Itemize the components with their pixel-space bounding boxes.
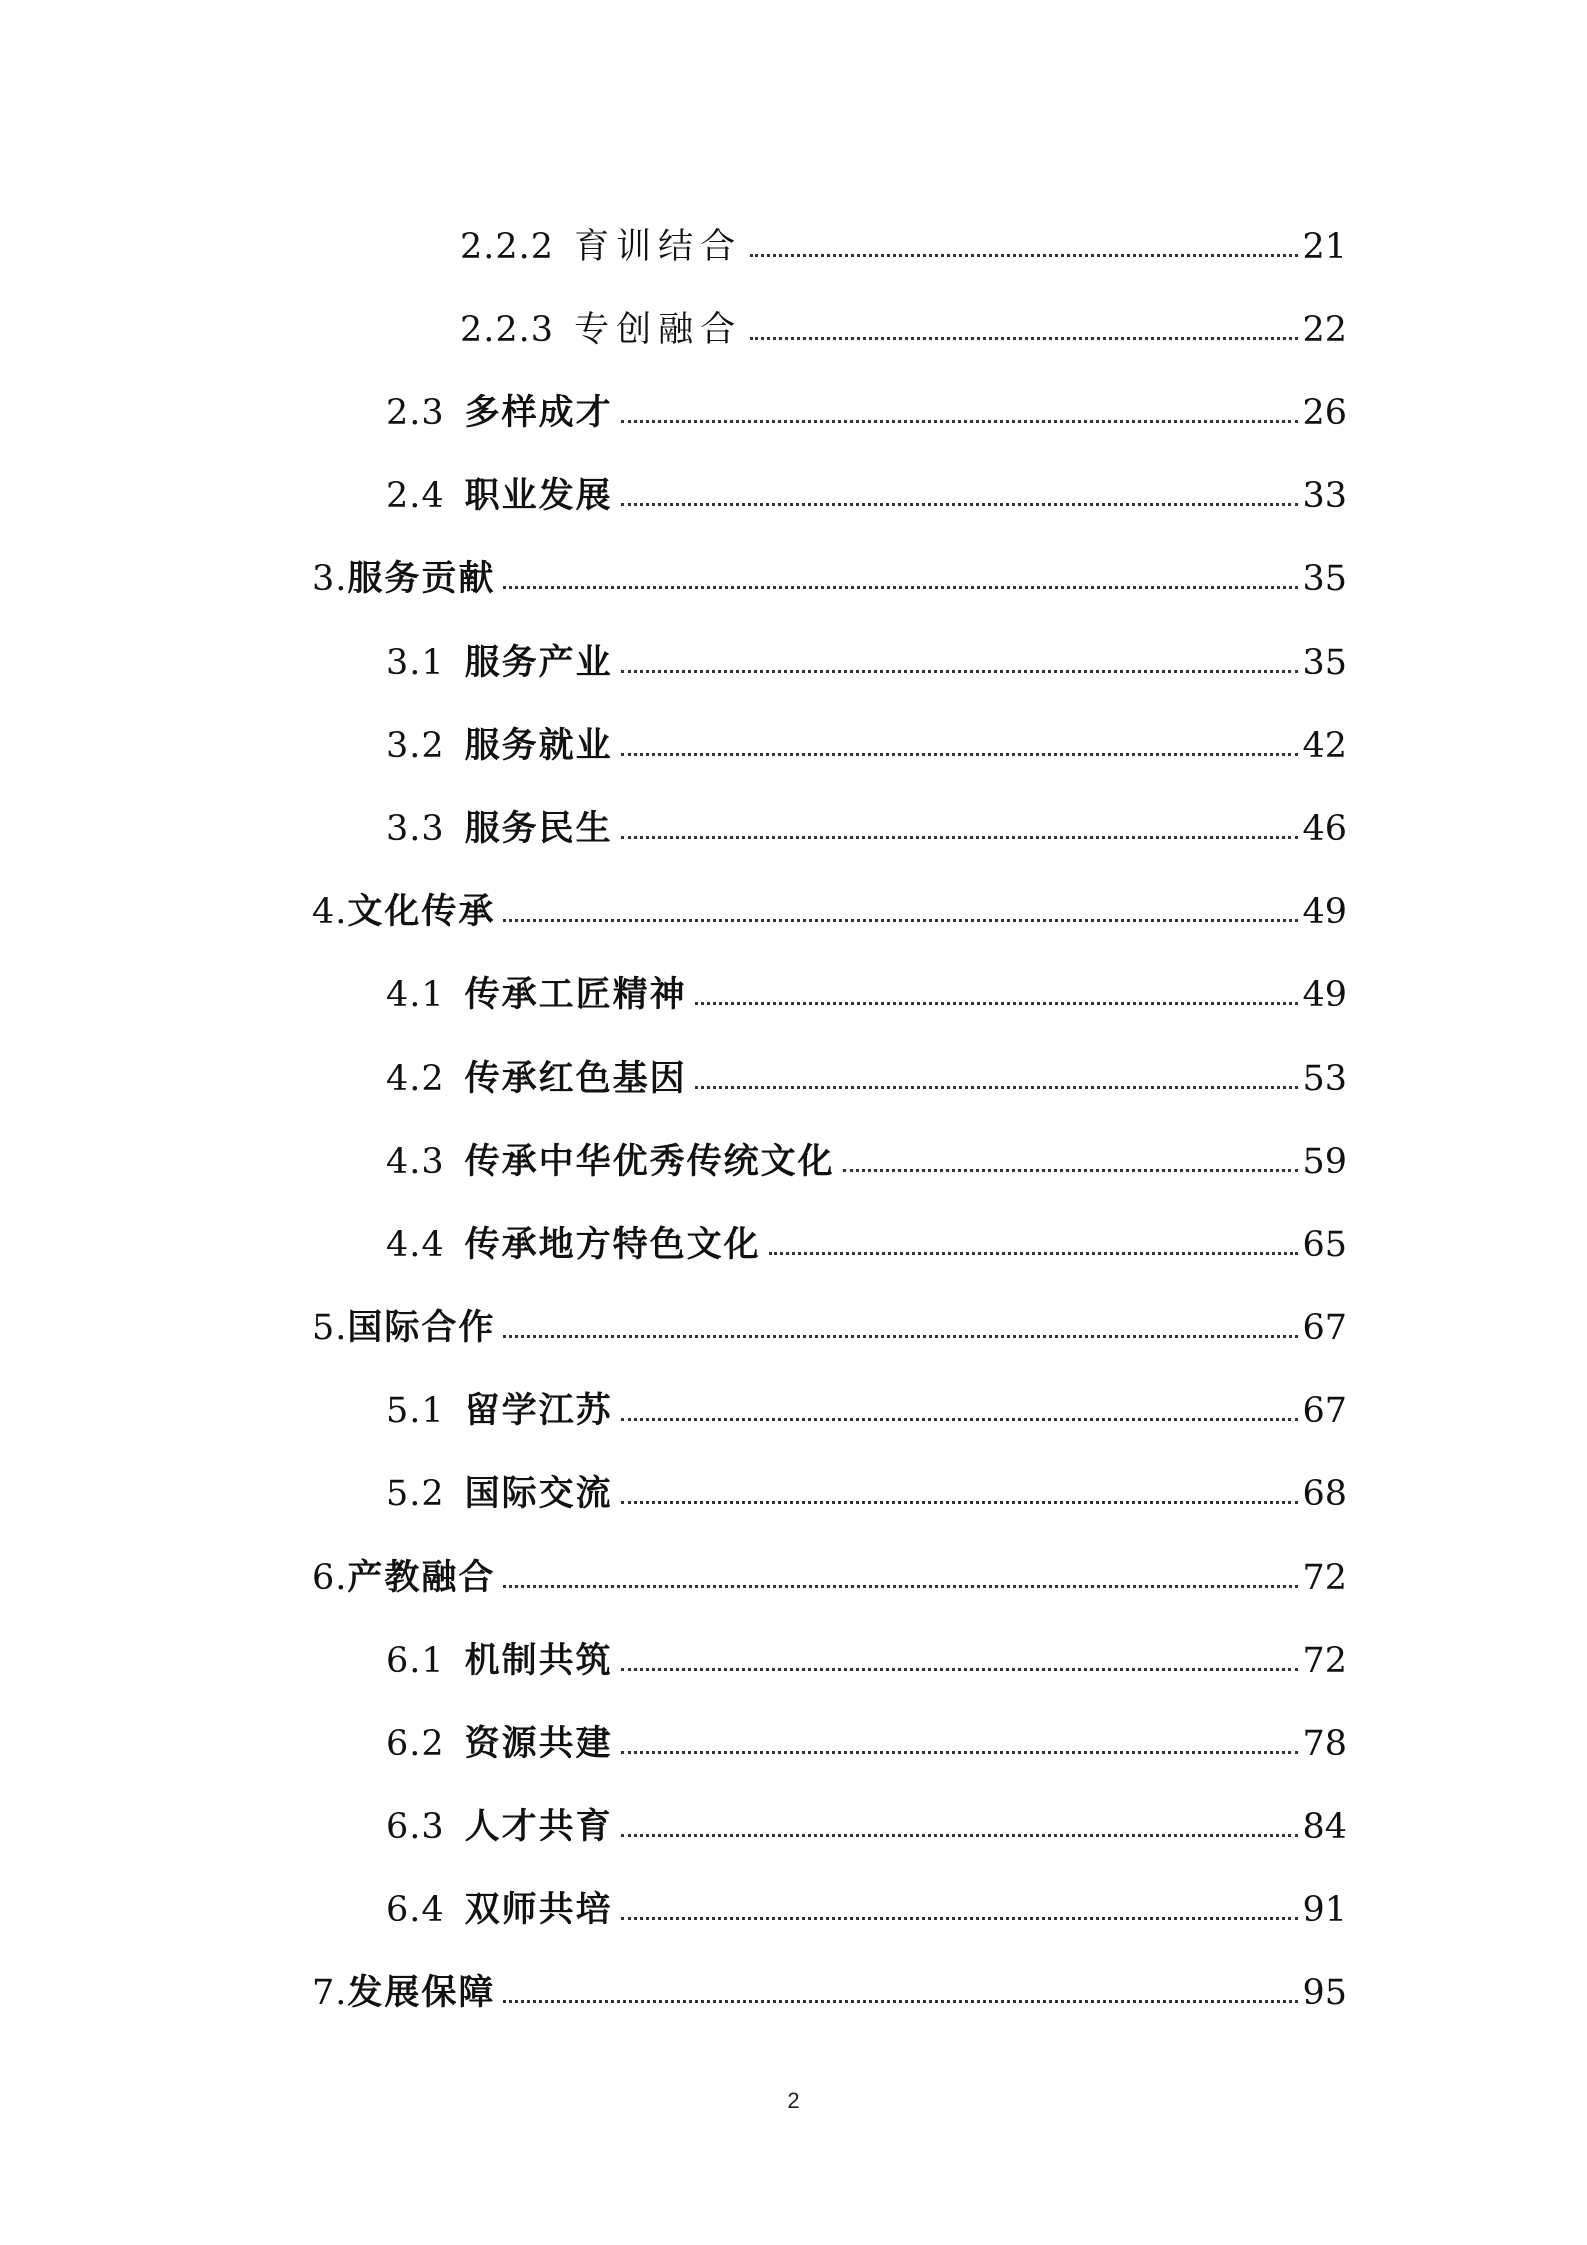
toc-entry[interactable] <box>386 1631 1347 1691</box>
toc-entry-number: 2.3 <box>386 393 445 433</box>
toc-entry[interactable] <box>386 1880 1347 1940</box>
toc-entry-number: 4.4 <box>386 1225 445 1265</box>
toc-entry[interactable] <box>386 1797 1347 1857</box>
toc-entry-title: 服务民生 <box>464 808 613 849</box>
toc-entry[interactable] <box>386 1215 1347 1275</box>
toc-entry-title: 传承红色基因 <box>464 1058 687 1099</box>
dot-leader <box>843 1169 1299 1172</box>
dot-leader <box>621 420 1299 423</box>
toc-entry-page: 84 <box>1302 1807 1347 1847</box>
toc-entry-page: 68 <box>1302 1474 1347 1514</box>
toc-entry-number: 4.1 <box>386 975 445 1015</box>
toc-entry[interactable] <box>386 633 1347 693</box>
toc-entry[interactable] <box>312 1298 1347 1358</box>
toc-entry[interactable] <box>312 1963 1347 2023</box>
toc-entry-number: 4.2 <box>386 1059 445 1099</box>
dot-leader <box>621 1418 1299 1421</box>
toc-entry-page: 49 <box>1302 975 1347 1015</box>
dot-leader <box>621 836 1299 839</box>
toc-entry-page: 35 <box>1302 643 1347 683</box>
toc-entry[interactable] <box>386 1049 1347 1109</box>
toc-entry-page: 78 <box>1302 1724 1347 1764</box>
dot-leader <box>621 1501 1299 1504</box>
toc-entry-title: 育训结合 <box>574 227 743 267</box>
toc-entry-title: 多样成才 <box>464 392 613 433</box>
toc-entry[interactable] <box>312 549 1347 609</box>
toc-entry-number: 3.3 <box>386 809 445 849</box>
dot-leader <box>621 1917 1299 1920</box>
toc-entry-title: 机制共筑 <box>464 1640 613 1681</box>
toc-entry-title: 资源共建 <box>464 1723 613 1764</box>
toc-entry-page: 91 <box>1302 1890 1347 1930</box>
toc-entry-number: 3.1 <box>386 643 445 683</box>
dot-leader <box>503 2000 1298 2003</box>
toc-entry-title: 发展保障 <box>347 1972 496 2013</box>
toc-entry-number: 2.2.3 <box>460 310 555 350</box>
toc-entry[interactable] <box>460 217 1347 277</box>
toc-entry-number: 6. <box>312 1558 348 1598</box>
toc-entry-number: 4.3 <box>386 1142 445 1182</box>
toc-entry-page: 26 <box>1302 393 1347 433</box>
dot-leader <box>503 1335 1298 1338</box>
toc-entry-title: 服务贡献 <box>347 558 496 599</box>
toc-entry[interactable] <box>312 1548 1347 1608</box>
toc-entry[interactable] <box>386 1714 1347 1774</box>
toc-entry[interactable] <box>386 1381 1347 1441</box>
dot-leader <box>621 670 1299 673</box>
toc-entry-title: 服务产业 <box>464 642 613 683</box>
dot-leader <box>621 753 1299 756</box>
toc-entry-page: 46 <box>1302 809 1347 849</box>
toc-entry-number: 5.1 <box>386 1391 445 1431</box>
toc-entry-title: 文化传承 <box>347 891 496 932</box>
toc-entry-number: 6.4 <box>386 1890 445 1930</box>
dot-leader <box>503 586 1298 589</box>
toc-entry-page: 53 <box>1302 1059 1347 1099</box>
page-number: 2 <box>787 2088 800 2113</box>
toc-entry-number: 6.1 <box>386 1641 445 1681</box>
dot-leader <box>503 919 1298 922</box>
dot-leader <box>621 1834 1299 1837</box>
toc-entry-number: 5. <box>312 1308 348 1348</box>
toc-entry-page: 67 <box>1302 1308 1347 1348</box>
toc-entry-title: 传承中华优秀传统文化 <box>464 1141 835 1182</box>
toc-entry-title: 产教融合 <box>347 1557 496 1598</box>
toc-entry[interactable] <box>386 383 1347 443</box>
toc-entry-title: 人才共育 <box>464 1806 613 1847</box>
toc-entry-page: 42 <box>1302 726 1347 766</box>
dot-leader <box>621 1751 1299 1754</box>
toc-entry-title: 双师共培 <box>464 1889 613 1930</box>
dot-leader <box>621 1668 1299 1671</box>
toc-entry-page: 33 <box>1302 476 1347 516</box>
toc-entry-page: 67 <box>1302 1391 1347 1431</box>
toc-entry-page: 72 <box>1302 1558 1347 1598</box>
toc-entry-number: 2.4 <box>386 476 445 516</box>
toc-entry-title: 传承工匠精神 <box>464 974 687 1015</box>
toc-entry-page: 21 <box>1302 227 1347 267</box>
toc-entry[interactable] <box>386 466 1347 526</box>
toc-entry-page: 22 <box>1302 310 1347 350</box>
toc-entry-title: 国际交流 <box>464 1473 613 1514</box>
toc-entry-page: 65 <box>1302 1225 1347 1265</box>
toc-entry-title: 留学江苏 <box>464 1390 613 1431</box>
toc-entry-number: 5.2 <box>386 1474 445 1514</box>
toc-entry-title: 服务就业 <box>464 725 613 766</box>
toc-entry-number: 6.2 <box>386 1724 445 1764</box>
toc-entry[interactable] <box>386 965 1347 1025</box>
toc-entry[interactable] <box>386 799 1347 859</box>
dot-leader <box>621 503 1299 506</box>
toc-entry-page: 95 <box>1302 1973 1347 2013</box>
toc-entry-title: 传承地方特色文化 <box>464 1224 761 1265</box>
toc-entry-number: 2.2.2 <box>460 227 555 267</box>
toc-entry-page: 72 <box>1302 1641 1347 1681</box>
toc-entry[interactable] <box>460 300 1347 360</box>
dot-leader <box>695 1002 1299 1005</box>
toc-entry-number: 6.3 <box>386 1807 445 1847</box>
dot-leader <box>750 337 1298 340</box>
toc-entry-page: 59 <box>1302 1142 1347 1182</box>
toc-entry-number: 3.2 <box>386 726 445 766</box>
toc-entry-title: 国际合作 <box>347 1307 496 1348</box>
toc-entry[interactable] <box>386 1464 1347 1524</box>
toc-entry[interactable] <box>312 882 1347 942</box>
toc-entry-number: 3. <box>312 559 348 599</box>
toc-entry-number: 4. <box>312 892 348 932</box>
dot-leader <box>503 1585 1298 1588</box>
toc-entry[interactable] <box>386 716 1347 776</box>
dot-leader <box>769 1252 1299 1255</box>
toc-entry-number: 7. <box>312 1973 348 2013</box>
toc-entry[interactable] <box>386 1132 1347 1192</box>
dot-leader <box>695 1086 1299 1089</box>
toc-entry-page: 49 <box>1302 892 1347 932</box>
toc-entry-title: 专创融合 <box>574 310 743 350</box>
toc-entry-page: 35 <box>1302 559 1347 599</box>
dot-leader <box>750 254 1298 257</box>
toc-entry-title: 职业发展 <box>464 475 613 516</box>
